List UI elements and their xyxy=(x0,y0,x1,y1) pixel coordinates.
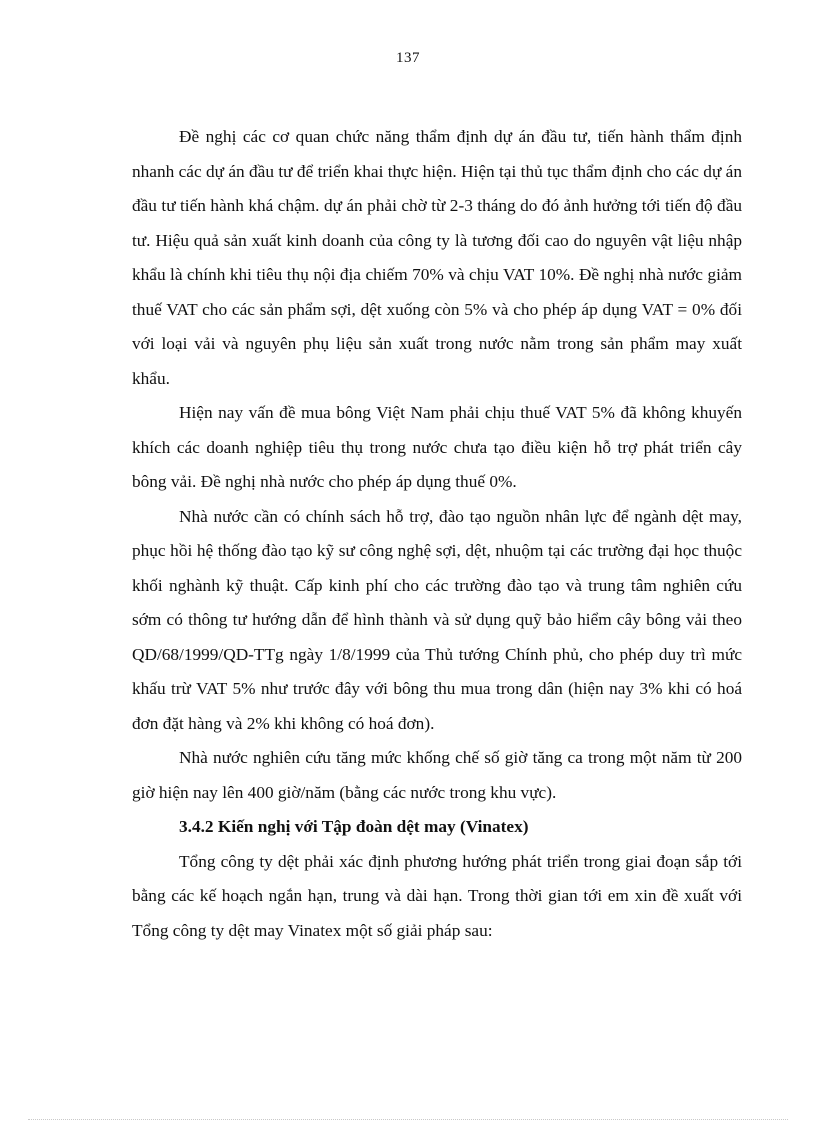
paragraph-investment-appraisal: Đề nghị các cơ quan chức năng thẩm định dự án đầu tư, tiến hành thẩm định nhanh các dự án đầu tư để triển khai thực hiện. Hiện tại thủ tục thẩm định cho các dự án đầu tư tiến hành khá chậm. dự án phải chờ từ 2-3 tháng do đó ảnh hưởng tới tiến độ đầu tư. Hiệu quả sản xuất kinh doanh của công ty là tương đối cao do nguyên vật liệu nhập khẩu là chính khi tiêu thụ nội địa chiếm 70% và chịu VAT 10%. Đề nghị nhà nước giảm thuế VAT cho các sản phẩm sợi, dệt xuống còn 5% và cho phép áp dụng VAT = 0% đối với loại vải và nguyên phụ liệu sản xuất trong nước nằm trong sản phẩm may xuất khẩu. xyxy=(132,127,742,388)
page-bottom-divider xyxy=(28,1119,788,1120)
paragraph-overtime-limit: Nhà nước nghiên cứu tăng mức khống chế số giờ tăng ca trong một năm từ 200 giờ hiện nay lên 400 giờ/năm (bằng các nước trong khu vực). xyxy=(132,748,742,802)
section-heading: 3.4.2 Kiến nghị với Tập đoàn dệt may (Vinatex) xyxy=(179,817,529,836)
document-body xyxy=(132,120,742,948)
page-number: 137 xyxy=(396,50,420,66)
paragraph-human-resources: Nhà nước cần có chính sách hỗ trợ, đào tạo nguồn nhân lực để ngành dệt may, phục hồi hệ thống đào tạo kỹ sư công nghệ sợi, dệt, nhuộm tại các trường đại học thuộc khối nghành kỹ thuật. Cấp kinh phí cho các trường đào tạo và trung tâm nghiên cứu sớm có thông tư hướng dẫn để hình thành và sử dụng quỹ bảo hiểm cây bông vải theo QD/68/1999/QD-TTg ngày 1/8/1999 của Thủ tướng Chính phủ, cho phép duy trì mức khấu trừ VAT 5% như trước đây với bông thu mua trong dân (hiện nay 3% khi có hoá đơn đặt hàng và 2% khi không có hoá đơn). xyxy=(132,506,742,733)
paragraph-cotton-vat: Hiện nay vấn đề mua bông Việt Nam phải chịu thuế VAT 5% đã không khuyến khích các doanh nghiệp tiêu thụ trong nước chưa tạo điều kiện hỗ trợ phát triển cây bông vải. Đề nghị nhà nước cho phép áp dụng thuế 0%. xyxy=(132,403,742,491)
paragraph-vinatex-proposals: Tổng công ty dệt phải xác định phương hướng phát triển trong giai đoạn sắp tới bằng các kế hoạch ngắn hạn, trung và dài hạn. Trong thời gian tới em xin đề xuất với Tổng công ty dệt may Vinatex một số giải pháp sau: xyxy=(132,851,742,940)
